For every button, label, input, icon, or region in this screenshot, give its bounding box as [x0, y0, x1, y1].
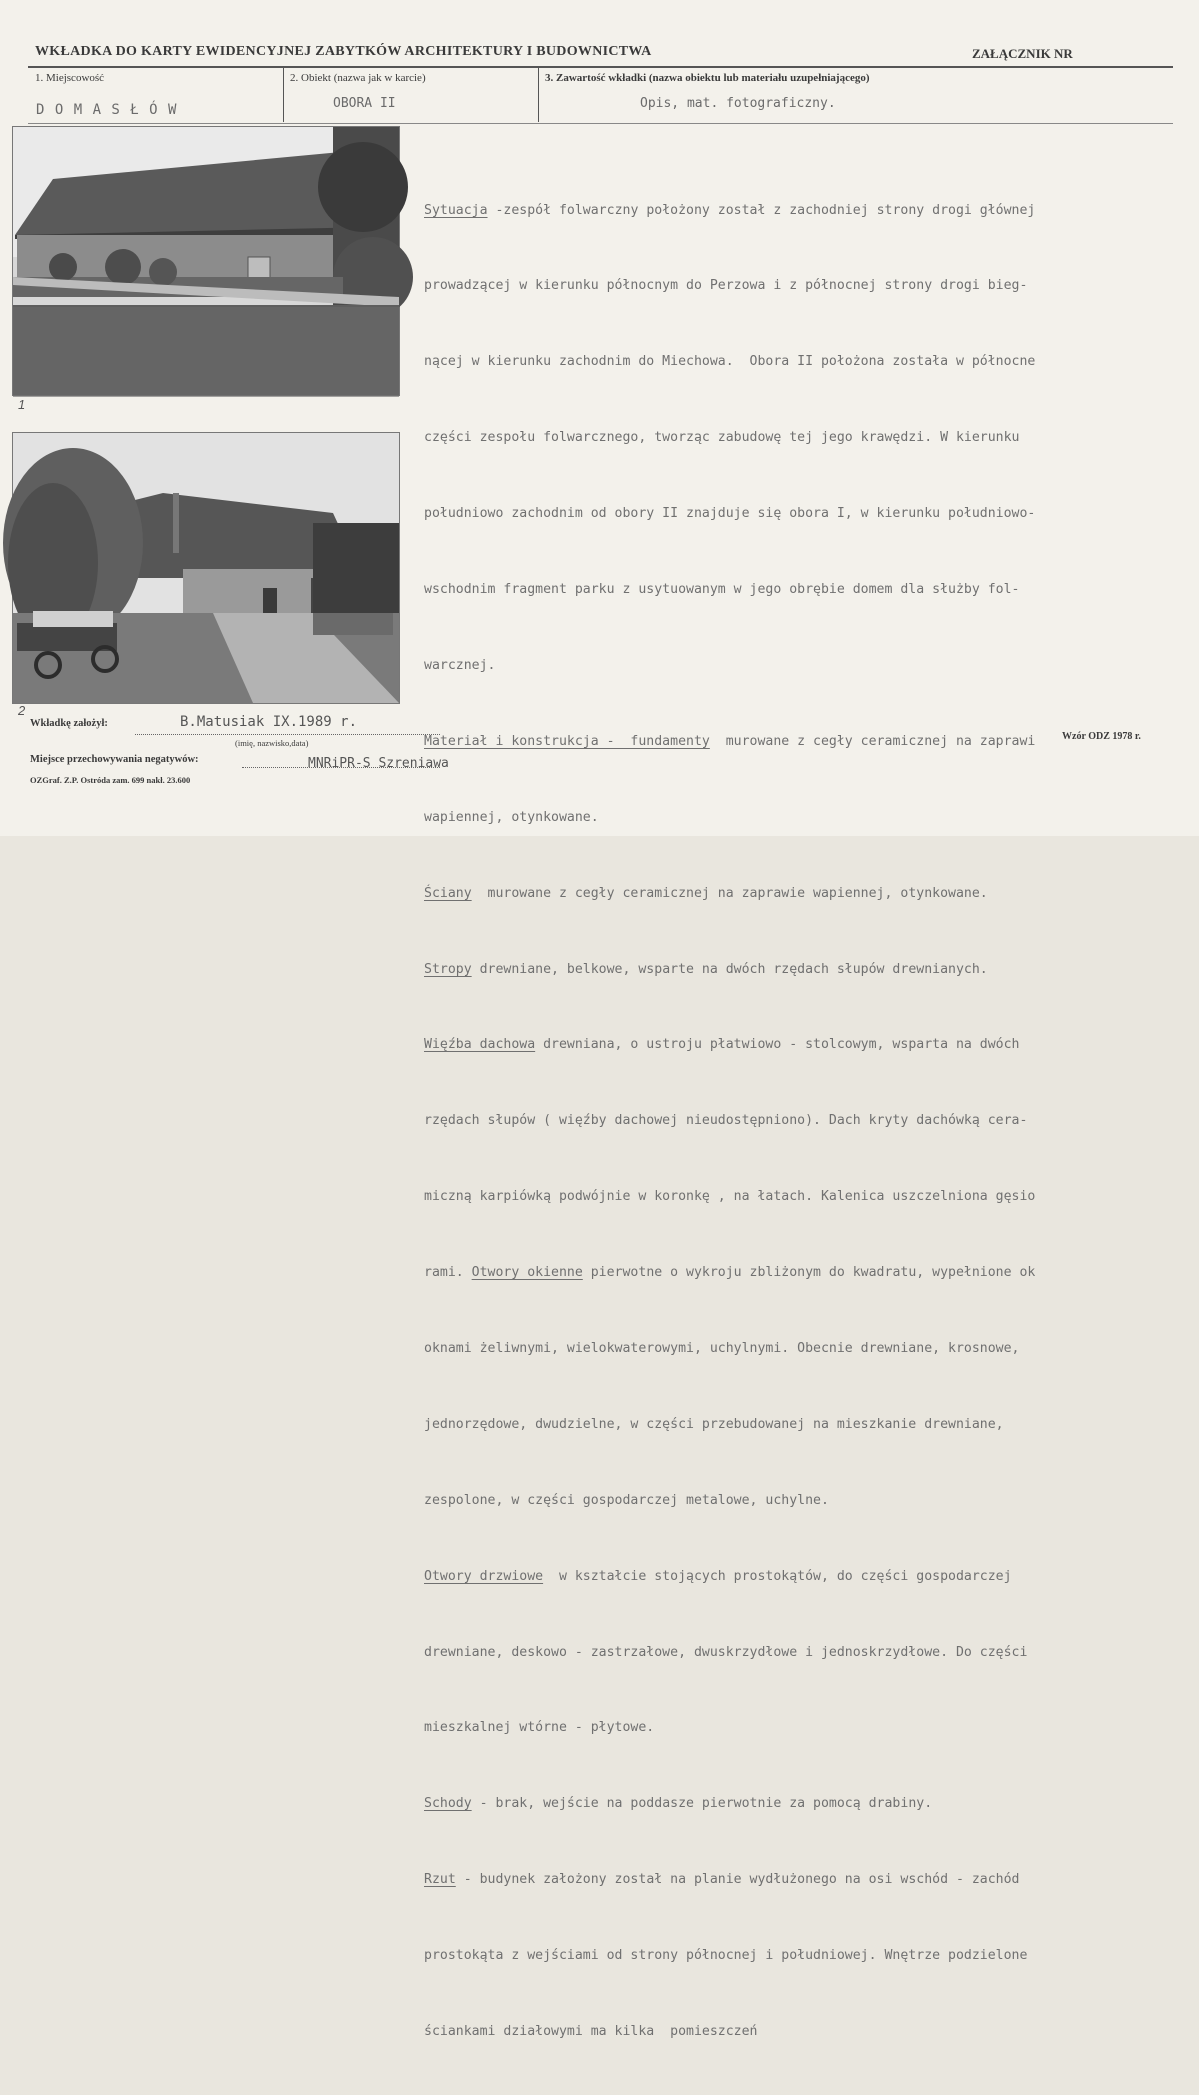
desc-line-5: południowo zachodnim od obory II znajduje się obora I, w kierunku południowo-: [424, 506, 1036, 522]
desc-line-8: Materiał i konstrukcja - fundamenty murowane z cegły ceramicznej na zaprawi: [424, 733, 1036, 749]
desc-line-17: jednorzędowe, dwudzielne, w części przebudowanej na mieszkanie drewniane,: [424, 1416, 1004, 1432]
desc-line-2: prowadzącej w kierunku północnym do Perzowa i z północnej strony drogi bieg-: [424, 278, 1028, 294]
description-text: [424, 147, 1189, 2095]
desc-line-13: rzędach słupów ( więźby dachowej nieudostępniono). Dach kryty dachówką cera-: [424, 1113, 1028, 1129]
desc-line-14: miczną karpiówką podwójnie w koronkę , na łatach. Kalenica uszczelniona gęsio: [424, 1189, 1036, 1205]
pattern-label: Wzór ODZ 1978 r.: [1062, 731, 1141, 742]
fields-bottom-rule: [28, 123, 1173, 124]
desc-line-3: nącej w kierunku zachodnim do Miechowa. Obora II położona została w północne: [424, 354, 1036, 370]
desc-line-19: Otwory drzwiowe w kształcie stojących prostokątów, do części gospodarczej: [424, 1568, 1012, 1584]
heading-stropy: Stropy: [424, 961, 472, 977]
storage-label: Miejsce przechowywania negatywów:: [30, 754, 199, 765]
photo-1-barn-side: [12, 126, 400, 396]
field-1-label: 1. Miejscowość: [35, 72, 105, 84]
desc-line-18: zespolone, w części gospodarczej metalowe, uchylne.: [424, 1492, 829, 1508]
desc-line-20: drewniane, deskowo - zastrzałowe, dwuskrzydłowe i jednoskrzydłowe. Do części: [424, 1644, 1028, 1660]
heading-sytuacja: Sytuacja: [424, 202, 488, 218]
desc-line-11: Stropy drewniane, belkowe, wsparte na dwóch rzędach słupów drewnianych.: [424, 961, 988, 977]
desc-line-10: Ściany murowane z cegły ceramicznej na zaprawie wapiennej, otynkowane.: [424, 885, 988, 901]
photo-2-barn-yard: [12, 432, 400, 704]
desc-line-16: oknami żeliwnymi, wielokwaterowymi, uchylnymi. Obecnie drewniane, krosnowe,: [424, 1340, 1020, 1356]
desc-line-15: rami. Otwory okienne pierwotne o wykroju zbliżonym do kwadratu, wypełnione ok: [424, 1265, 1036, 1281]
desc-line-22: Schody - brak, wejście na poddasze pierwotnie za pomocą drabiny.: [424, 1796, 933, 1812]
desc-line-9: wapiennej, otynkowane.: [424, 809, 599, 825]
printer-info: OZGraf. Z.P. Ostróda zam. 699 nakł. 23.600: [30, 775, 191, 785]
desc-line-24: prostokąta z wejściami od strony północnej i południowej. Wnętrze podzielone: [424, 1948, 1028, 1964]
author-hint: (imię, nazwisko,data): [235, 738, 309, 748]
annex-label: ZAŁĄCZNIK NR: [972, 46, 1073, 61]
field-3-value: Opis, mat. fotograficzny.: [640, 96, 836, 111]
desc-line-1: Sytuacja -zespół folwarczny położony został z zachodniej strony drogi głównej: [424, 202, 1036, 218]
heading-sciany: Ściany: [424, 885, 472, 901]
desc-line-21: mieszkalnej wtórne - płytowe.: [424, 1720, 655, 1736]
header-rule: [28, 66, 1173, 68]
desc-line-6: wschodnim fragment parku z usytuowanym w jego obrębie domem dla służby fol-: [424, 582, 1020, 598]
desc-line-25: ściankami działowymi ma kilka pomieszczeń: [424, 2023, 758, 2039]
field-divider-1: [283, 67, 284, 122]
photo-1-number: 1: [18, 397, 26, 412]
heading-otwory-drzwiowe: Otwory drzwiowe: [424, 1568, 544, 1584]
field-divider-2: [538, 67, 539, 122]
author-label: Wkładkę założył:: [30, 718, 108, 729]
field-3-label: 3. Zawartość wkładki (nazwa obiektu lub materiału uzupełniającego): [545, 72, 870, 84]
heading-material: Materiał i konstrukcja - fundamenty: [424, 733, 710, 749]
heading-otwory-okienne: Otwory okienne: [471, 1265, 583, 1281]
author-dotline: [135, 734, 440, 735]
heading-wiezba: Więźba dachowa: [424, 1037, 536, 1053]
desc-line-4: części zespołu folwarcznego, tworząc zabudowę tej jego krawędzi. W kierunku: [424, 430, 1020, 446]
desc-line-7: warcznej.: [424, 657, 496, 673]
author-value: B.Matusiak IX.1989 r.: [180, 714, 358, 730]
heading-rzut: Rzut: [424, 1872, 456, 1888]
field-1-value: D O M A S Ł Ó W: [36, 102, 178, 118]
desc-line-12: Więźba dachowa drewniana, o ustroju płatwiowo - stolcowym, wsparta na dwóch: [424, 1037, 1020, 1053]
storage-value: MNRiPR-S Szreniawa: [308, 756, 449, 771]
heading-schody: Schody: [424, 1796, 472, 1812]
field-2-label: 2. Obiekt (nazwa jak w karcie): [290, 72, 426, 84]
desc-line-23: Rzut - budynek założony został na planie wydłużonego na osi wschód - zachód: [424, 1872, 1020, 1888]
field-2-value: OBORA II: [333, 96, 396, 111]
photo-2-number: 2: [18, 703, 26, 718]
card-title: WKŁADKA DO KARTY EWIDENCYJNEJ ZABYTKÓW ARCHITEKTURY I BUDOWNICTWA: [35, 44, 652, 59]
